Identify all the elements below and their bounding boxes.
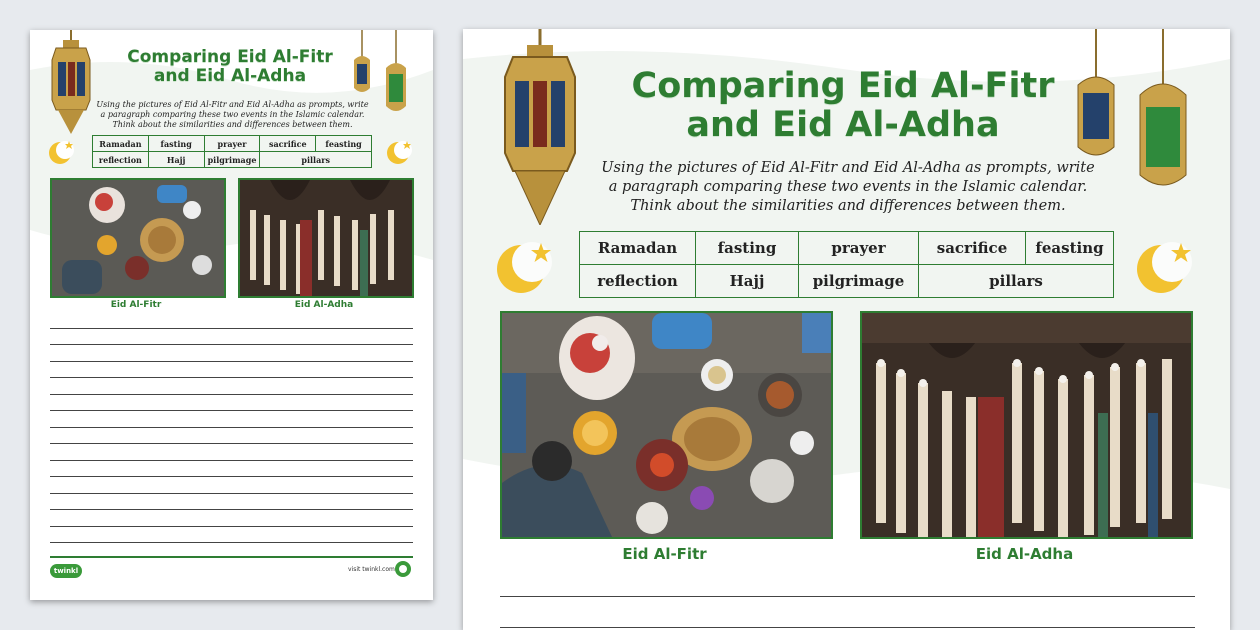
writing-line[interactable] [50,394,413,395]
writing-line[interactable] [50,377,413,378]
writing-line[interactable] [50,460,413,461]
crescent-moon-icon [48,138,76,166]
writing-line[interactable] [50,443,413,444]
eid-al-fitr-caption: Eid Al-Fitr [110,300,162,310]
worksheet-thumbnail-page[interactable] [30,30,433,600]
writing-line[interactable] [50,542,413,543]
word-bank-cell: sacrifice [260,136,316,152]
word-bank-cell: prayer [204,136,260,152]
footer-url[interactable]: visit twinkl.com [348,566,395,573]
word-bank-cell: pillars [260,152,372,168]
instructions [90,100,375,130]
title-line-1: Comparing Eid Al-Fitr [631,66,1055,106]
word-bank-cell: pillars [919,265,1114,298]
eid-al-fitr-photo [500,311,833,539]
word-bank [579,231,1114,298]
word-bank-cell: prayer [799,232,919,265]
word-bank-cell: Hajj [696,265,799,298]
instructions-line-2: a paragraph comparing these two events in the Islamic calendar. [100,110,365,119]
word-bank-cell: reflection [93,152,149,168]
crescent-moon-icon [1135,237,1195,295]
word-bank-cell: fasting [696,232,799,265]
title-line-2: and Eid Al-Adha [686,105,1000,146]
eid-al-adha-caption: Eid Al-Adha [294,300,354,310]
page-title [110,48,350,86]
writing-line[interactable] [500,627,1195,628]
word-bank-cell: sacrifice [919,232,1026,265]
word-bank-cell: reflection [580,265,696,298]
instructions-line-1: Using the pictures of Eid Al-Fitr and Eid Al-Adha as prompts, write [601,160,1095,176]
feast-table-image [52,180,224,296]
instructions-line-3: Think about the similarities and differences between them. [630,197,1066,214]
writing-line[interactable] [50,410,413,411]
eid-al-adha-photo [860,311,1193,539]
word-bank-cell: pilgrimage [799,265,919,298]
worksheet-zoom-page[interactable] [463,29,1230,630]
instructions-line-1: Using the pictures of Eid Al-Fitr and Eid Al-Adha as prompts, write [96,100,369,109]
word-bank-cell: Ramadan [580,232,696,265]
word-bank-cell: Hajj [148,152,204,168]
footer-divider [50,556,413,558]
writing-line[interactable] [50,427,413,428]
crescent-moon-icon [386,138,414,166]
title-line-2: and Eid Al-Adha [153,66,307,87]
feast-table-image [502,313,831,537]
word-bank-cell: feasting [1026,232,1114,265]
instructions-line-3: Think about the similarities and differences between them. [112,120,353,129]
writing-line[interactable] [50,509,413,510]
writing-line[interactable] [50,361,413,362]
badge-icon [394,560,412,578]
crescent-moon-icon [495,237,555,295]
twinkl-logo[interactable]: twinkl [50,564,82,578]
writing-line[interactable] [50,493,413,494]
writing-line[interactable] [50,328,413,329]
word-bank-cell: feasting [316,136,372,152]
word-bank [92,135,372,168]
eid-al-fitr-caption: Eid Al-Fitr [622,545,707,563]
word-bank-cell: Ramadan [93,136,149,152]
writing-line[interactable] [50,344,413,345]
word-bank-cell: pilgrimage [204,152,260,168]
instructions [593,159,1103,216]
writing-line[interactable] [500,596,1195,597]
lantern-icon [499,29,581,225]
writing-line[interactable] [50,476,413,477]
eid-al-adha-caption: Eid Al-Adha [975,545,1074,563]
eid-al-adha-photo [238,178,414,298]
instructions-line-2: a paragraph comparing these two events in the Islamic calendar. [608,178,1088,195]
title-line-1: Comparing Eid Al-Fitr [127,47,333,67]
word-bank-cell: fasting [148,136,204,152]
writing-line[interactable] [50,526,413,527]
prayer-gathering-image [862,313,1191,537]
page-title [603,67,1083,145]
lantern-icon [48,30,94,134]
eid-al-fitr-photo [50,178,226,298]
prayer-gathering-image [240,180,412,296]
